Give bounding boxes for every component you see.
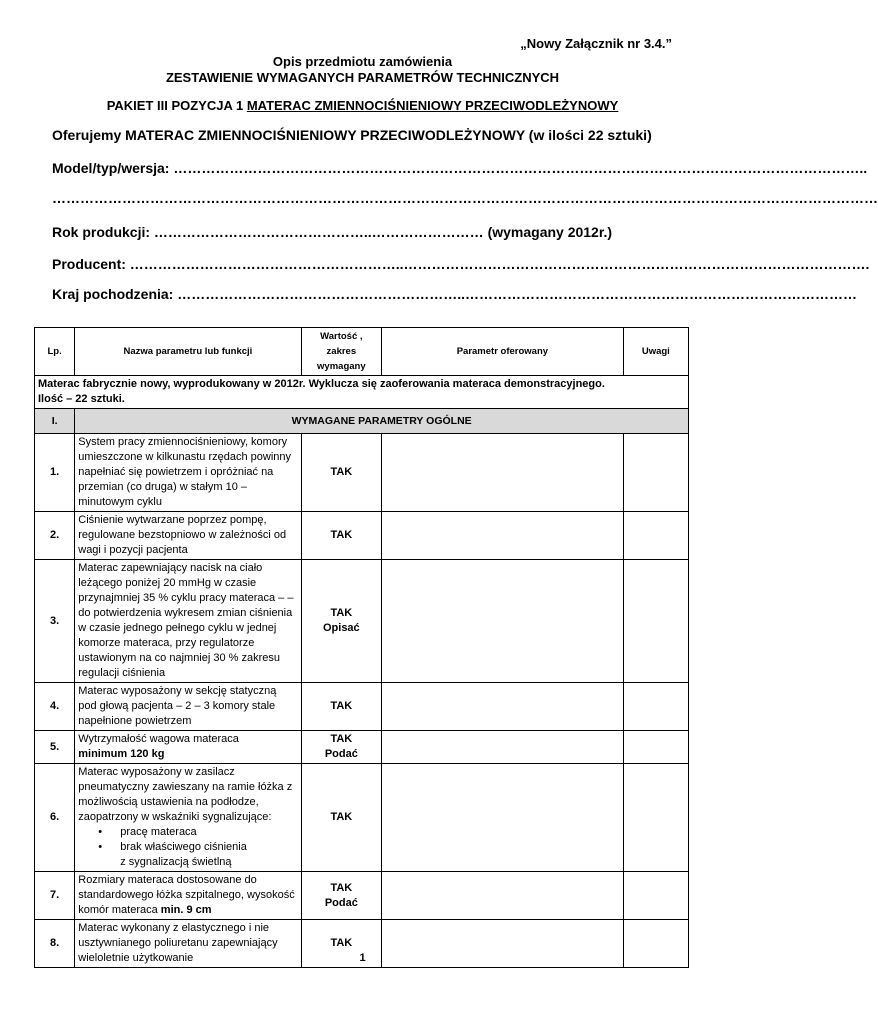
row-offered-cell[interactable] [382, 434, 624, 512]
header-offered: Parametr oferowany [382, 328, 624, 376]
document-title: Opis przedmiotu zamówienia [272, 54, 453, 69]
note-line-1: Materac fabrycznie nowy, wyprodukowany w 2012r. Wyklucza się zaoferowania materaca demonstracyjnego. [38, 378, 605, 390]
row-required: TAK [301, 920, 382, 968]
row-name: Ciśnienie wytwarzane poprzez pompę, regulowane bezstopniowo w zależności od wagi i pozycji pacjenta [75, 512, 301, 560]
row-name: Materac wykonany z elastycznego i nie usztywnianego poliuretanu zapewniający wieloletnie użytkowanie [75, 920, 301, 968]
document-subtitle: ZESTAWIENIE WYMAGANYCH PARAMETRÓW TECHNICZNYCH [165, 70, 560, 85]
row-notes-cell[interactable] [623, 560, 688, 683]
table-row [35, 683, 689, 731]
header-name: Nazwa parametru lub funkcji [75, 328, 301, 376]
row-lp: 4. [35, 683, 75, 731]
table-row [35, 512, 689, 560]
indicator-list [78, 825, 297, 870]
list-item: • brak właściwego ciśnienia z sygnalizacją świetlną [120, 840, 297, 870]
row-required: TAK [301, 764, 382, 872]
row-name [75, 731, 301, 764]
row-required: TAK [301, 434, 382, 512]
table-row [35, 764, 689, 872]
row-name-text: Wytrzymałość wagowa materaca [78, 733, 239, 745]
row-lp: 3. [35, 560, 75, 683]
row-name-text: Materac wyposażony w zasilacz pneumatyczny zawieszany na ramie łóżka z możliwością ustawienia na podłodze, zaopatrzony w wskaźniki sygnalizujące: [78, 766, 293, 823]
row-offered-cell[interactable] [382, 683, 624, 731]
row-lp: 1. [35, 434, 75, 512]
row-required [301, 560, 382, 683]
required-action: Opisać [322, 622, 360, 634]
row-notes-cell[interactable] [623, 683, 688, 731]
table-row [35, 560, 689, 683]
section-number: I. [35, 409, 75, 434]
note-row [35, 376, 689, 409]
row-name [75, 764, 301, 872]
model-field-continuation[interactable]: …………………………………………………………………………………………………………………………………………………………… [52, 190, 878, 206]
note-line-2: Ilość – 22 sztuki. [38, 393, 125, 405]
row-name: Materac zapewniający nacisk na ciało leżącego poniżej 20 mmHg w czasie przynajmniej 35 % cyklu pracy materaca – – do potwierdzenia wykresem zmian ciśnienia w czasie jednego pełnego cyklu w jednej komorze materaca, przy regulatorze ustawionym na co najmniej 30 % zakresu regulacji ciśnienia [75, 560, 301, 683]
list-item: • pracę materaca [120, 825, 297, 840]
row-required: TAK [301, 683, 382, 731]
section-title: WYMAGANE PARAMETRY OGÓLNE [75, 409, 689, 434]
row-offered-cell[interactable] [382, 731, 624, 764]
production-year-field[interactable]: Rok produkcji: ………………………………………..…………………… (wymagany 2012r.) [52, 224, 613, 240]
package-title [0, 98, 725, 113]
row-lp: 7. [35, 872, 75, 920]
required-value: TAK [330, 881, 353, 894]
parameters-table [34, 327, 689, 968]
required-value: TAK [330, 607, 353, 619]
row-lp: 5. [35, 731, 75, 764]
row-lp: 8. [35, 920, 75, 968]
required-value: TAK [330, 733, 353, 745]
row-notes-cell[interactable] [623, 872, 688, 920]
row-required [301, 872, 382, 920]
offer-line: Oferujemy MATERAC ZMIENNOCIŚNIENIOWY PRZECIWODLEŻYNOWY (w ilości 22 sztuki) [52, 127, 652, 143]
row-offered-cell[interactable] [382, 764, 624, 872]
row-required [301, 731, 382, 764]
required-action: Podać [324, 896, 358, 909]
row-offered-cell[interactable] [382, 512, 624, 560]
header-required: Wartość , zakres wymagany [301, 328, 382, 376]
row-notes-cell[interactable] [623, 731, 688, 764]
package-prefix: PAKIET III POZYCJA 1 [106, 98, 247, 113]
attachment-label: „Nowy Załącznik nr 3.4.” [520, 36, 672, 51]
row-name-text: Rozmiary materaca dostosowane do standardowego łóżka szpitalnego, wysokość komór materaca [78, 874, 295, 916]
table-row [35, 872, 689, 920]
table-row [35, 731, 689, 764]
row-lp: 6. [35, 764, 75, 872]
row-offered-cell[interactable] [382, 872, 624, 920]
country-field[interactable]: Kraj pochodzenia: ……………………………………………………..………………………………………………………………………… [52, 286, 858, 302]
table-row [35, 434, 689, 512]
row-name-bold: min. 9 cm [160, 904, 212, 916]
row-required: TAK [301, 512, 382, 560]
row-offered-cell[interactable] [382, 560, 624, 683]
row-lp: 2. [35, 512, 75, 560]
row-notes-cell[interactable] [623, 512, 688, 560]
row-name-bold: minimum 120 kg [78, 748, 165, 760]
package-item: MATERAC ZMIENNOCIŚNIENIOWY PRZECIWODLEŻYNOWY [246, 98, 619, 113]
section-row [35, 409, 689, 434]
header-notes: Uwagi [623, 328, 688, 376]
row-name: System pracy zmiennociśnieniowy, komory umieszczone w kilkunastu rzędach powinny napełniać się powietrzem i opróżniać na przemian (co druga) w stałym 10 – minutowym cyklu [75, 434, 301, 512]
header-lp: Lp. [35, 328, 75, 376]
page-number: 1 [359, 952, 366, 964]
required-action: Podać [324, 748, 358, 760]
row-name [75, 872, 301, 920]
table-header-row [35, 328, 689, 376]
producer-field[interactable]: Producent: …………………………………………………..………………………………………………………………………………………. [52, 256, 870, 272]
row-name: Materac wyposażony w sekcję statyczną pod głową pacjenta – 2 – 3 komory stale napełnione powietrzem [75, 683, 301, 731]
row-notes-cell[interactable] [623, 434, 688, 512]
row-notes-cell[interactable] [623, 764, 688, 872]
model-field[interactable]: Model/typ/wersja: ………………………………………………………………………………………………………………………………….. [52, 160, 868, 176]
